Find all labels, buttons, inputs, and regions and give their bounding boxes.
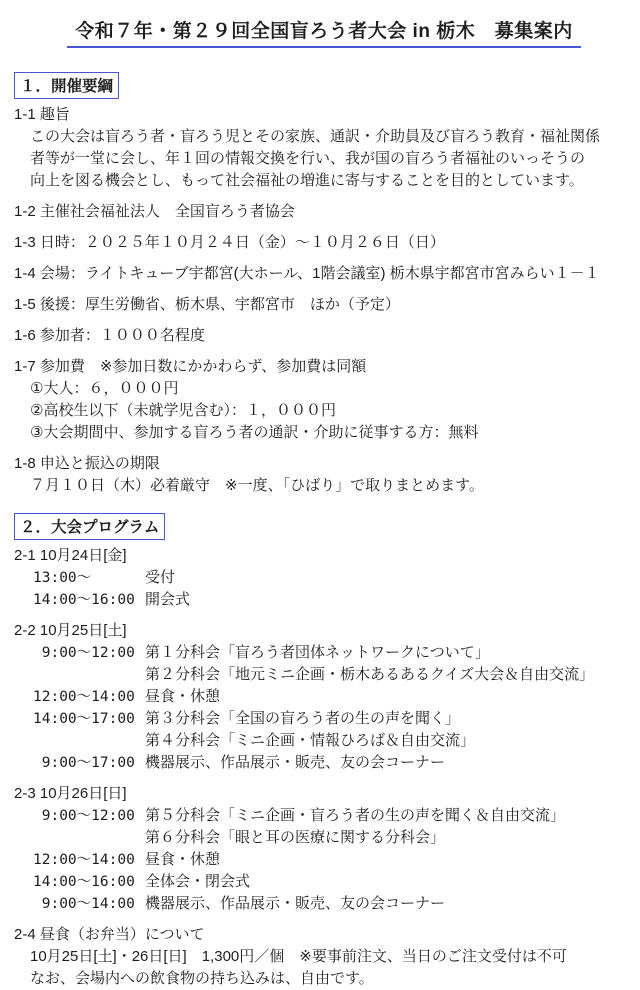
program-row [14, 752, 634, 774]
purpose-label: 1-1 趣旨 [14, 106, 70, 123]
section2-heading: ２．大会プログラム [14, 513, 165, 540]
section1-heading: １．開催要綱 [14, 72, 119, 99]
program-row [14, 708, 634, 730]
lunch-label: 2-4 昼食（お弁当）について [14, 926, 205, 943]
program-row [14, 827, 634, 849]
fee-item: ②高校生以下（未就学児含む）：１，０００円 [30, 402, 336, 419]
program-row [14, 642, 634, 664]
program-time [33, 730, 145, 752]
purpose-line: 者等が一堂に会し、年１回の情報交換を行い、我が国の盲ろう者福祉のいっそうの [30, 150, 586, 167]
program-activity: 第３分科会「全国の盲ろう者の生の声を聞く」 [145, 710, 461, 727]
program-row [14, 730, 634, 752]
program-row [14, 871, 634, 893]
program-time: 14:00～16:00 [33, 592, 135, 608]
day-label: 2-2 10月25日[土] [14, 622, 127, 639]
support-line: 1-5 後援：厚生労働省、栃木県、宇都宮市 ほか（予定） [14, 296, 400, 313]
program-activity: 昼食・休憩 [145, 688, 221, 705]
venue-line: 1-4 会場：ライトキューブ宇都宮(大ホール、1階会議室) 栃木県宇都宮市宮みらい１－１ [14, 265, 600, 282]
purpose-line: この大会は盲ろう者・盲ろう児とその家族、通訳・介助員及び盲ろう教育・福祉関係 [30, 128, 601, 145]
program-time: 9:00～17:00 [33, 755, 135, 771]
section-outline [14, 72, 634, 497]
program-time: 13:00～ [33, 570, 92, 586]
organizer-line: 1-2 主催社会福祉法人 全国盲ろう者協会 [14, 203, 295, 220]
purpose-line: 向上を図る機会とし、もって社会福祉の増進に寄与することを目的としています。 [30, 172, 584, 189]
program-row [14, 589, 634, 611]
program-row [14, 567, 634, 589]
program-activity: 受付 [145, 569, 176, 586]
program-row [14, 849, 634, 871]
participants-line: 1-6 参加者：１０００名程度 [14, 327, 205, 344]
section-program [14, 513, 634, 990]
program-time: 14:00～16:00 [33, 874, 135, 890]
fee-item: ①大人：６，０００円 [30, 380, 179, 397]
program-activity: 第５分科会「ミニ企画・盲ろう者の生の声を聞く＆自由交流」 [145, 807, 566, 824]
deadline-label: 1-8 申込と振込の期限 [14, 455, 160, 472]
program-time: 12:00～14:00 [33, 852, 135, 868]
day-label: 2-1 10月24日[金] [14, 547, 127, 564]
program-activity: 第１分科会「盲ろう者団体ネットワークについて」 [145, 644, 490, 661]
page-title: 令和７年・第２９回全国盲ろう者大会 in 栃木 募集案内 [67, 16, 580, 48]
lunch-line: なお、会場内への飲食物の持ち込みは、自由です。 [30, 970, 374, 987]
program-activity: 開会式 [145, 591, 191, 608]
program-time: 12:00～14:00 [33, 689, 135, 705]
program-time [33, 827, 145, 849]
program-activity: 機器展示、作品展示・販売、友の会コーナー [145, 754, 446, 771]
program-activity: 機器展示、作品展示・販売、友の会コーナー [145, 895, 446, 912]
program-time: 9:00～12:00 [33, 645, 135, 661]
program-activity: 全体会・閉会式 [145, 873, 251, 890]
program-row [14, 893, 634, 915]
program-activity: 第６分科会「眼と耳の医療に関する分科会」 [145, 829, 446, 846]
program-row [14, 664, 634, 686]
lunch-line: 10月25日[土]・26日[日] 1,300円／個 ※要事前注文、当日のご注文受付は不可 [30, 948, 567, 965]
title-container [14, 16, 634, 48]
program-activity: 第２分科会「地元ミニ企画・栃木あるあるクイズ大会＆自由交流」 [145, 666, 595, 683]
program-row [14, 686, 634, 708]
fee-item: ③大会期間中、参加する盲ろう者の通訳・介助に従事する方：無料 [30, 424, 479, 441]
fee-label: 1-7 参加費 ※参加日数にかかわらず、参加費は同額 [14, 358, 367, 375]
program-time: 9:00～14:00 [33, 896, 135, 912]
program-activity: 第４分科会「ミニ企画・情報ひろば＆自由交流」 [145, 732, 476, 749]
day-label: 2-3 10月26日[日] [14, 785, 127, 802]
datetime-line: 1-3 日時：２０２５年１０月２４日（金）～１０月２６日（日） [14, 234, 445, 251]
program-time: 9:00～12:00 [33, 808, 135, 824]
program-activity: 昼食・休憩 [145, 851, 221, 868]
program-time: 14:00～17:00 [33, 711, 135, 727]
program-row [14, 805, 634, 827]
program-time [33, 664, 145, 686]
deadline-body: ７月１０日（木）必着厳守 ※一度、「ひばり」で取りまとめます。 [30, 477, 484, 494]
